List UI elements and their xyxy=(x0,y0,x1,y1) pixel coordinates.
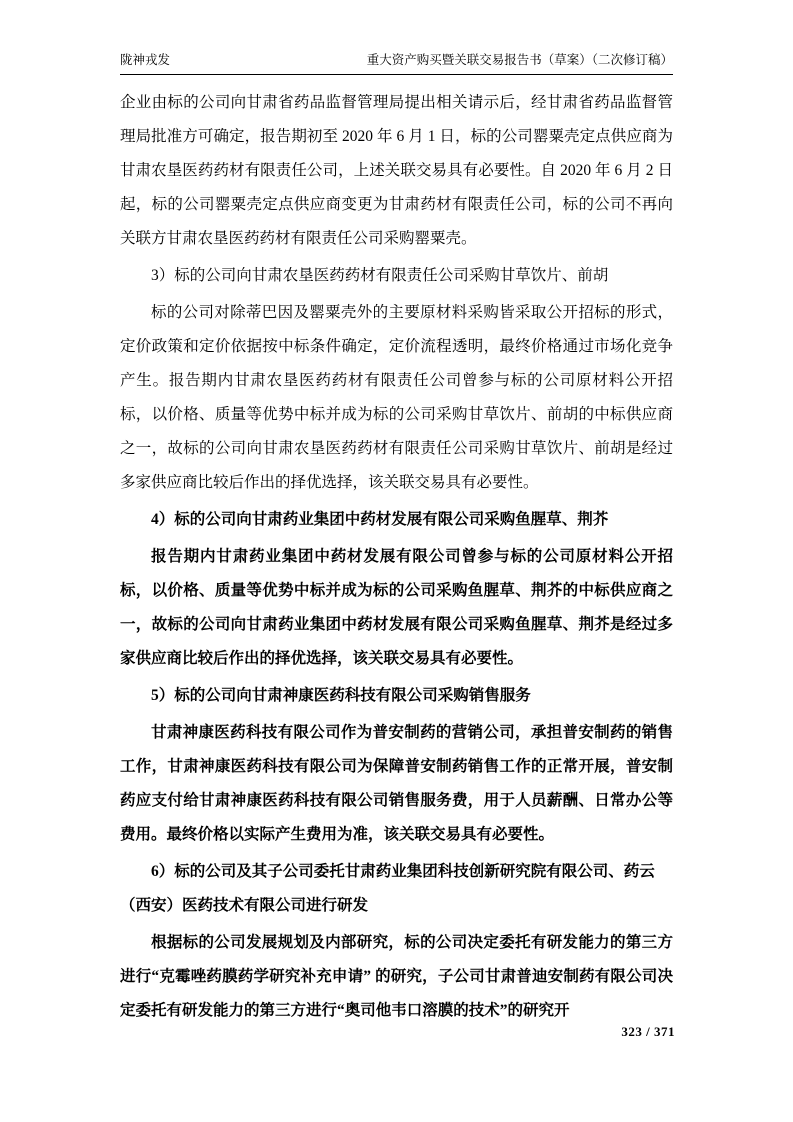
page-number: 323 / 371 xyxy=(621,1024,675,1039)
header-report-title: 重大资产购买暨关联交易报告书（草案）（二次修订稿） xyxy=(366,53,673,67)
paragraph: 根据标的公司发展规划及内部研究，标的公司决定委托有研发能力的第三方进行“克霉唑药膜药学研究补充申请” 的研究，子公司甘肃普迪安制药有限公司决定委托有研发能力的第三方进行“奥司他韦口溶膜的技术”的研究开 xyxy=(120,934,673,1019)
paragraph: 甘肃神康医药科技有限公司作为普安制药的营销公司，承担普安制药的销售工作，甘肃神康医药科技有限公司为保障普安制药销售工作的正常开展，普安制药应支付给甘肃神康医药科技有限公司销售服务费，用于人员薪酬、日常办公等费用。最终价格以实际产生费用为准，该关联交易具有必要性。 xyxy=(120,724,673,843)
paragraph: 标的公司对除蒂巴因及罂粟壳外的主要原材料采购皆采取公开招标的形式，定价政策和定价依据按中标条件确定，定价流程透明，最终价格通过市场化竞争产生。报告期内甘肃农垦医药药材有限责任公司曾参与标的公司原材料公开招标，以价格、质量等优势中标并成为标的公司采购甘草饮片、前胡的中标供应商之一，故标的公司向甘肃农垦医药药材有限责任公司采购甘草饮片、前胡是经过多家供应商比较后作出的择优选择，该关联交易具有必要性。 xyxy=(120,304,673,491)
paragraph: 企业由标的公司向甘肃省药品监督管理局提出相关请示后，经甘肃省药品监督管理局批准方可确定，报告期初至 2020 年 6 月 1 日，标的公司罂粟壳定点供应商为甘肃农垦医药药材有限责任公司，上述关联交易具有必要性。自 2020 年 6 月 2 日起，标的公司罂粟壳定点供应商变更为甘肃药材有限责任公司，标的公司不再向关联方甘肃农垦医药药材有限责任公司采购罂粟壳。 xyxy=(120,94,673,247)
section-heading: 3）标的公司向甘肃农垦医药药材有限责任公司采购甘草饮片、前胡 xyxy=(151,267,609,284)
header-company-name: 陇神戎发 xyxy=(120,53,171,67)
section-heading: 6）标的公司及其子公司委托甘肃药业集团科技创新研究院有限公司、药云（西安）医药技术有限公司进行研发 xyxy=(120,863,655,914)
paragraph: 报告期内甘肃药业集团中药材发展有限公司曾参与标的公司原材料公开招标，以价格、质量等优势中标并成为标的公司采购鱼腥草、荆芥的中标供应商之一，故标的公司向甘肃药业集团中药材发展有限公司采购鱼腥草、荆芥是经过多家供应商比较后作出的择优选择，该关联交易具有必要性。 xyxy=(120,548,673,667)
section-heading: 4）标的公司向甘肃药业集团中药材发展有限公司采购鱼腥草、荆芥 xyxy=(151,511,609,528)
document-body xyxy=(120,86,673,1028)
page-header xyxy=(120,50,673,75)
section-heading: 5）标的公司向甘肃神康医药科技有限公司采购销售服务 xyxy=(151,687,531,704)
